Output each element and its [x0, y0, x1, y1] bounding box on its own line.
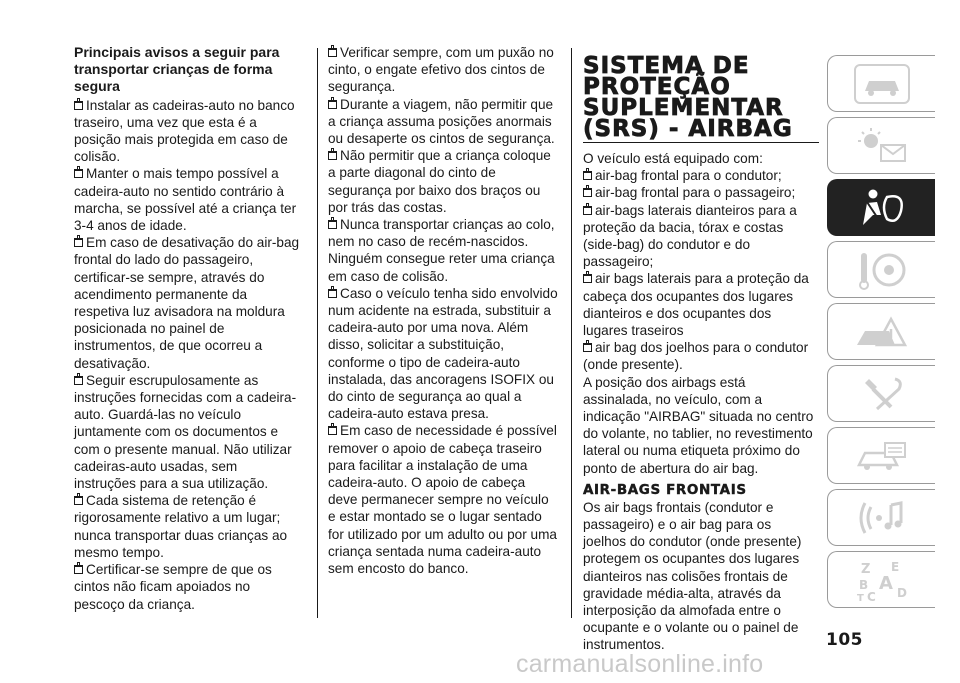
book-bullet-icon — [583, 274, 592, 283]
book-bullet-icon — [74, 565, 83, 574]
book-bullet-icon — [74, 376, 83, 385]
airbag-safety-icon — [851, 185, 913, 231]
tab-maintenance[interactable] — [827, 365, 935, 422]
book-bullet-icon — [74, 101, 83, 110]
list-item: air-bag frontal para o passageiro; — [583, 184, 817, 201]
book-bullet-icon — [583, 206, 592, 215]
index-letter: E — [890, 559, 899, 574]
tab-alphabetical-index[interactable] — [827, 551, 935, 608]
index-letter: C — [866, 589, 876, 603]
frontal-airbags-paragraph: Os air bags frontais (condutor e passageiro) e o air bag para os joelhos do condutor (onde presente) protegem os ocupantes dos lugares dianteiros nas colisões frontais de gravidade média-alta, através da interposição da almofada entre o ocupante e o volante ou o painel de instrumentos. — [583, 499, 802, 653]
book-bullet-icon — [74, 238, 83, 247]
list-item: air bags laterais para a proteção da cabeça dos ocupantes dos lugares dianteiros e dos ocupantes dos lugares traseiros — [583, 271, 809, 339]
index-letter: Z — [860, 561, 870, 577]
index-letter: D — [896, 585, 907, 600]
page-number: 105 — [826, 630, 863, 650]
book-bullet-icon — [328, 100, 337, 109]
book-bullet-icon — [583, 188, 592, 197]
index-letter: A — [878, 572, 893, 594]
airbag-location-paragraph: A posição dos airbags está assinalada, no veículo, com a indicação "AIRBAG" situada no centro do volante, no tablier, no revestimento lateral ou numa etiqueta próximo do ponto de abertura do air bag. — [583, 374, 814, 476]
child-safety-heading: Principais avisos a seguir para transportar crianças de forma segura — [74, 44, 280, 95]
column-1 — [74, 44, 300, 613]
title-underline — [583, 142, 819, 143]
list-item: Durante a viagem, não permitir que a criança assuma posições anormais ou desaperte os cintos de segurança. — [328, 96, 555, 147]
book-bullet-icon — [328, 289, 337, 298]
key-steering-icon — [851, 247, 913, 293]
column-divider — [571, 48, 572, 618]
tab-multimedia[interactable] — [827, 489, 935, 546]
index-letter: T — [856, 592, 864, 603]
list-item: Em caso de necessidade é possível remover o apoio de cabeça traseiro para facilitar a instalação de uma cadeira-auto. O apoio de cabeça deve permanecer sempre no veículo e estar montado se o lugar sentado for utilizado por um adulto ou por uma criança sentada numa cadeira-auto sem encosto do banco. — [328, 423, 557, 577]
list-item: Seguir escrupulosamente as instruções fornecidas com a cadeira-auto. Guardá-las no veículo juntamente com os documentos e com o presente manual. Não utilizar cadeiras-auto usadas, sem instruções para a sua utilização. — [74, 372, 297, 492]
tab-road-emergency[interactable] — [827, 303, 935, 360]
tab-car-dashboard[interactable] — [827, 55, 935, 112]
column-3 — [583, 44, 817, 654]
maintenance-tools-icon — [851, 371, 913, 417]
road-emergency-icon — [851, 309, 913, 355]
book-bullet-icon — [328, 48, 337, 57]
tab-key-steering[interactable] — [827, 241, 935, 298]
list-item: Não permitir que a criança coloque a parte diagonal do cinto de segurança por baixo dos braços ou por trás das costas. — [328, 148, 551, 215]
watermark: carmanualsonline.info — [516, 650, 764, 678]
intro-text: O veículo está equipado com: — [583, 151, 763, 166]
book-bullet-icon — [74, 169, 83, 178]
chapter-tabs — [827, 55, 935, 613]
book-bullet-icon — [328, 220, 337, 229]
index-letter: B — [858, 577, 868, 592]
list-item: Cada sistema de retenção é rigorosamente relativo a um lugar; nunca transportar duas crianças ao mesmo tempo. — [74, 493, 288, 560]
warning-lights-icon — [851, 123, 913, 169]
book-bullet-icon — [328, 426, 337, 435]
technical-data-icon — [851, 433, 913, 479]
multimedia-icon — [851, 495, 913, 541]
list-item: Manter o mais tempo possível a cadeira-auto no sentido contrário à marcha, se possível até a criança ter 3-4 anos de idade. — [74, 166, 297, 234]
alphabetical-index-icon — [851, 557, 913, 603]
list-item: Verificar sempre, com um puxão no cinto, o engate efetivo dos cintos de segurança. — [328, 45, 554, 95]
book-bullet-icon — [74, 496, 83, 505]
list-item: Certificar-se sempre de que os cintos não ficam apoiados no pescoço da criança. — [74, 562, 272, 612]
column-2 — [328, 44, 558, 577]
list-item: Em caso de desativação do air-bag frontal do lado do passageiro, certificar-se sempre, através do acendimento permanente da respetiva luz avisadora na moldura posicionada no painel de instrumentos, de que ocorreu a desativação. — [74, 235, 300, 371]
tab-warning-lights[interactable] — [827, 117, 935, 174]
book-bullet-icon — [583, 343, 592, 352]
car-dashboard-icon — [851, 61, 913, 107]
tab-technical-data[interactable] — [827, 427, 935, 484]
book-bullet-icon — [328, 151, 337, 160]
list-item: air-bag frontal para o condutor; — [583, 167, 817, 184]
tab-airbag-safety[interactable] — [827, 179, 935, 236]
list-item: Instalar as cadeiras-auto no banco traseiro, uma vez que esta é a posição mais protegida em caso de colisão. — [74, 97, 295, 165]
subheading: AIR-BAGS FRONTAIS — [583, 481, 747, 498]
list-item: air-bags laterais dianteiros para a proteção da bacia, tórax e costas (side-bag) do condutor e do passageiro; — [583, 202, 797, 270]
list-item: Caso o veículo tenha sido envolvido num acidente na estrada, substituir a cadeira-auto por uma nova. Além disso, solicitar a substituição, conforme o tipo de cadeira-auto instalada, das ancoragens ISOFIX ou do cinto de segurança ao qual a cadeira-auto estava presa. — [328, 285, 558, 422]
section-title: SISTEMA DE PROTEÇÃO SUPLEMENTAR (SRS) - AIRBAG — [583, 53, 793, 142]
column-divider — [317, 48, 318, 618]
book-bullet-icon — [583, 171, 592, 180]
list-item: air bag dos joelhos para o condutor (onde presente). — [583, 340, 809, 373]
list-item: Nunca transportar crianças ao colo, nem no caso de recém-nascidos. Ninguém consegue reter uma criança em caso de colisão. — [328, 217, 555, 284]
